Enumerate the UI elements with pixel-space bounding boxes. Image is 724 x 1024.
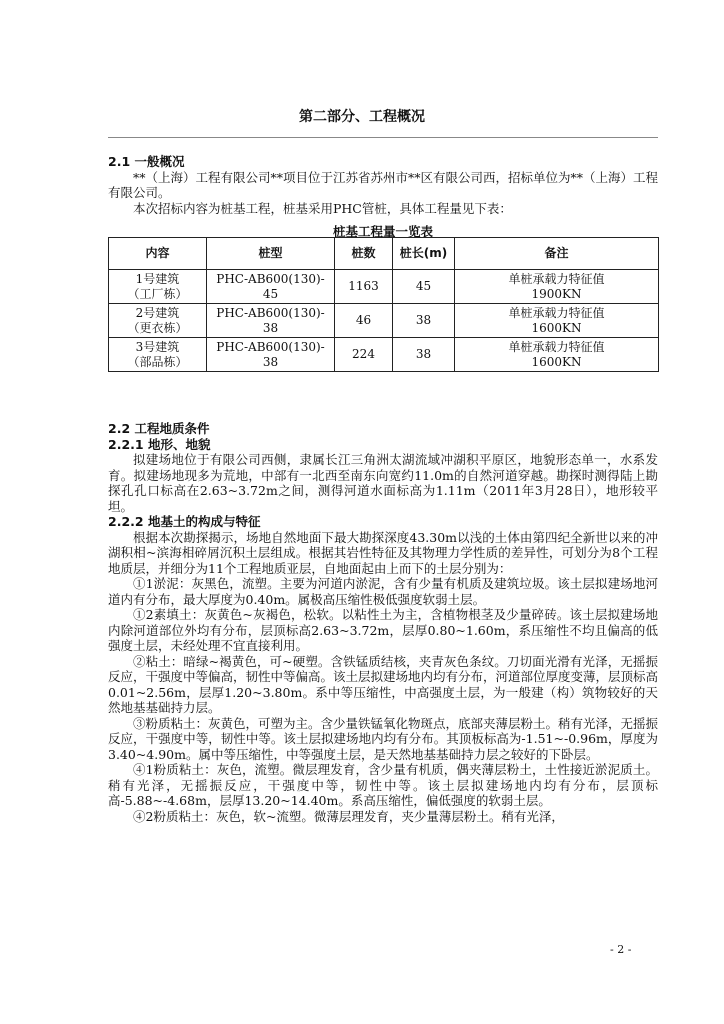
table-header-row: [109, 238, 659, 270]
paragraph-bid-scope: 本次招标内容为桩基工程，桩基采用PHC管桩，具体工程量见下表：: [133, 200, 512, 216]
section-heading-2-2-2: 2.2.2 地基土的构成与特征: [108, 514, 261, 529]
paragraph-landform: 拟建场地位于有限公司西侧，隶属长江三角洲太湖流域冲湖积平原区，地貌形态单一，水系发育。拟建场地现多为荒地，中部有一北西至南东向宽约11.0m的自然河道穿越。勘探时测得陆上勘探孔孔口标高在2.63~3.72m之间，测得河道水面标高为1.11m（2011年3月28日），地形较平坦。: [108, 452, 658, 514]
soil-layer-paragraph: ①1淤泥：灰黑色，流塑。主要为河道内淤泥，含有少量有机质及建筑垃圾。该土层拟建场地河道内有分布，最大厚度为0.40m。属极高压缩性极低强度软弱土层。: [108, 576, 658, 607]
cell-pile-type: PHC-AB600(130)- 45: [207, 270, 335, 304]
page-number: - 2 -: [610, 943, 632, 956]
cell-pile-type: PHC-AB600(130)- 38: [207, 338, 335, 372]
cell-pile-length: 38: [393, 304, 455, 338]
column-header-pile-type: 桩型: [207, 238, 335, 270]
cell-pile-length: 45: [393, 270, 455, 304]
section-geology: [108, 421, 658, 824]
soil-layer-paragraph: ①2素填土：灰黄色~灰褐色，松软。以粘性土为主，含植物根茎及少量碎砖。该土层拟建场地内除河道部位外均有分布，层顶标高2.63~3.72m，层厚0.80~1.60m，系压缩性不均且偏高的低强度土层，未经处理不宜直接利用。: [108, 607, 658, 653]
column-header-remarks: 备注: [455, 238, 659, 270]
cell-remarks: 单桩承载力特征值 1900KN: [455, 270, 659, 304]
cell-pile-length: 38: [393, 338, 455, 372]
paragraph-soil-overview: 根据本次勘探揭示，场地自然地面下最大勘探深度43.30m以浅的土体由第四纪全新世以来的冲湖积相~滨海相碎屑沉积土层组成。根据其岩性特征及其物理力学性质的差异性，可划分为8个工程地质层，并细分为11个工程地质亚层，自地面起由上而下的土层分别为：: [108, 529, 658, 576]
column-header-pile-count: 桩数: [335, 238, 393, 270]
table-row: [109, 304, 659, 338]
soil-layer-paragraph: ④2粉质粘土：灰色，软~流塑。微薄层理发育，夹少量薄层粉土。稍有光泽，: [133, 808, 564, 824]
cell-pile-count: 46: [335, 304, 393, 338]
cell-pile-count: 224: [335, 338, 393, 372]
header-divider: [108, 137, 658, 138]
column-header-pile-length: 桩长(m): [393, 238, 455, 270]
soil-layer-paragraph: ④1粉质粘土：灰色，流塑。微层理发育，含少量有机质，偶夹薄层粉土，土性接近淤泥质土。稍有光泽，无摇振反应，干强度中等，韧性中等。该土层拟建场地内均有分布，层顶标高-5.88~-4.68m，层厚13.20~14.40m。系高压缩性，偏低强度的软弱土层。: [108, 762, 658, 808]
section-heading-2-2: 2.2 工程地质条件: [108, 421, 210, 436]
cell-pile-type: PHC-AB600(130)- 38: [207, 304, 335, 338]
soil-layer-paragraph: ②粘土：暗绿~褐黄色，可~硬塑。含铁锰质结核，夹青灰色条纹。刀切面光滑有光泽，无摇振反应，干强度中等偏高，韧性中等偏高。该土层拟建场地内均有分布，河道部位厚度变薄，层顶标高0.01~2.56m，层厚1.20~3.80m。系中等压缩性，中高强度土层，为一般建（构）筑物较好的天然地基基础持力层。: [108, 653, 659, 715]
cell-content: 2号建筑 （更衣栋）: [109, 304, 207, 338]
table-row: [109, 270, 659, 304]
section-heading-2-1: 2.1 一般概况: [108, 154, 185, 169]
cell-remarks: 单桩承载力特征值 1600KN: [455, 304, 659, 338]
page-title: 第二部分、工程概况: [299, 109, 425, 125]
column-header-content: 内容: [109, 238, 207, 270]
paragraph-project-location: **（上海）工程有限公司**项目位于江苏省苏州市**区有限公司西，招标单位为**（上海）工程有限公司。: [108, 169, 659, 200]
pile-quantity-table: [108, 237, 659, 372]
cell-content: 3号建筑 （部品栋）: [109, 338, 207, 372]
cell-remarks: 单桩承载力特征值 1600KN: [455, 338, 659, 372]
table-row: [109, 338, 659, 372]
cell-content: 1号建筑 （工厂栋）: [109, 270, 207, 304]
soil-layer-paragraph: ③粉质粘土：灰黄色，可塑为主。含少量铁锰氧化物斑点，底部夹薄层粉土。稍有光泽，无摇振反应，干强度中等，韧性中等。该土层拟建场地内均有分布。其顶板标高为-1.51~-0.96m，厚度为3.40~4.90m。属中等压缩性，中等强度土层，是天然地基基础持力层之较好的下卧层。: [108, 715, 659, 762]
table-caption: 桩基工程量一览表: [332, 224, 433, 239]
cell-pile-count: 1163: [335, 270, 393, 304]
section-general: [108, 154, 658, 216]
section-heading-2-2-1: 2.2.1 地形、地貌: [108, 436, 211, 452]
